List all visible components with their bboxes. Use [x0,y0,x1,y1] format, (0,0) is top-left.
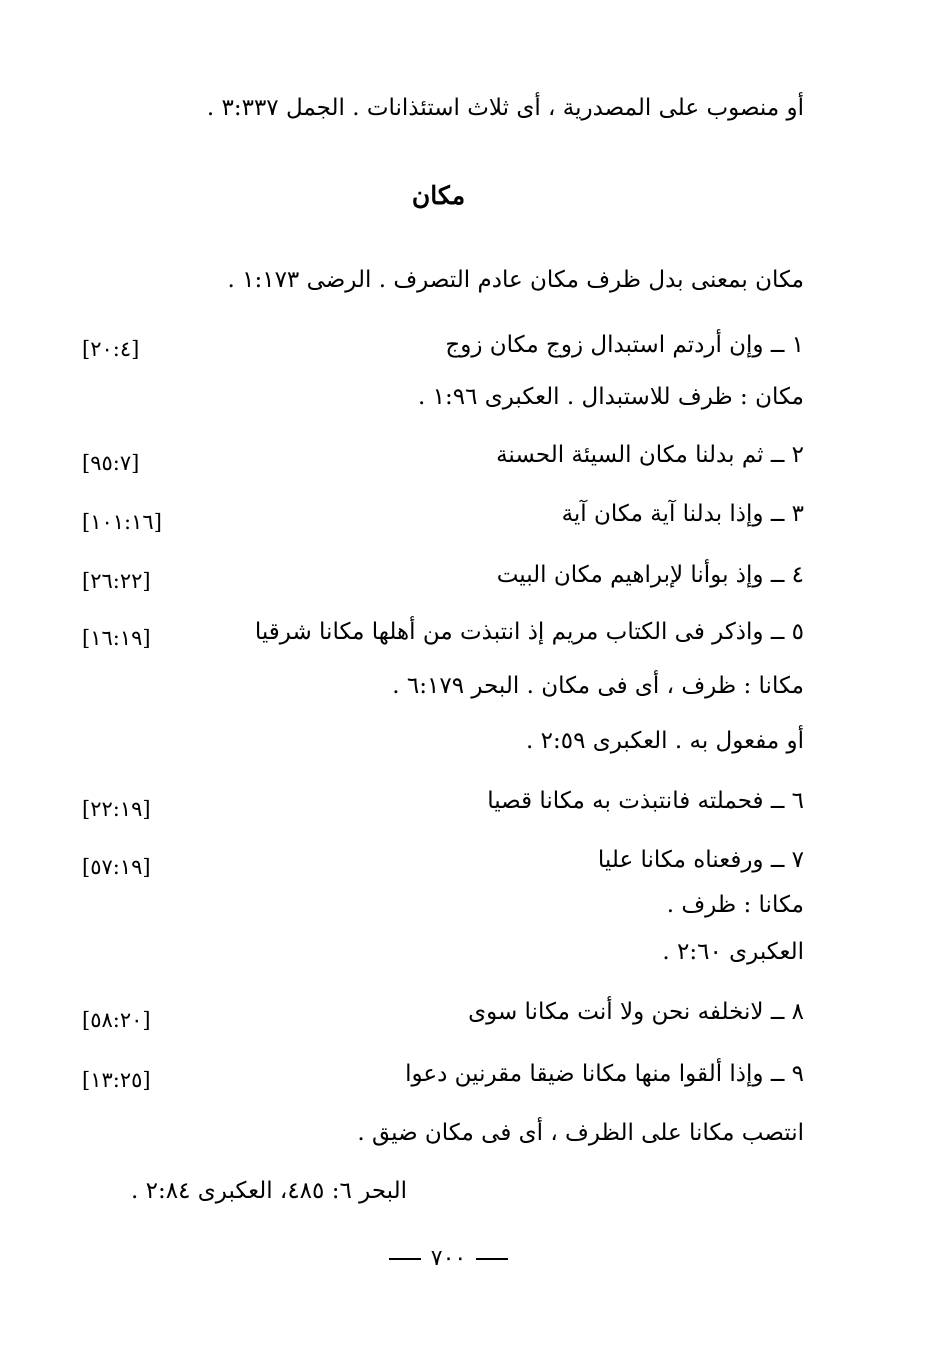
verse-line: ٥ ــ واذكر فى الكتاب مريم إذ انتبذت من أهلها مكانا شرقيا [254,619,804,645]
text-line: مكان بمعنى بدل ظرف مكان عادم التصرف . الرضى ١:١٧٣ . [227,267,804,293]
text-line: مكان : ظرف للاستبدال . العكبرى ١:٩٦ . [417,384,804,410]
verse-reference: [١٣:٢٥] [82,1068,151,1092]
verse-line: ٨ ــ لانخلفه نحن ولا أنت مكانا سوى [468,999,804,1025]
verse-reference: [٢٠:٤] [82,337,140,361]
verse-reference: [٢٢:١٩] [82,797,151,821]
verse-reference: [١٠١:١٦] [82,510,162,534]
verse-line: ٤ ــ وإذ بوأنا لإبراهيم مكان البيت [496,562,804,588]
text-line: البحر ٦: ٤٨٥، العكبرى ٢:٨٤ . [131,1178,407,1204]
verse-line: ٦ ــ فحملته فانتبذت به مكانا قصيا [487,788,804,814]
verse-line: ٣ ــ وإذا بدلنا آية مكان آية [561,501,804,527]
verse-line: ٢ ــ ثم بدلنا مكان السيئة الحسنة [496,442,804,468]
text-line: أو مفعول به . العكبرى ٢:٥٩ . [525,728,804,754]
verse-reference: [٢٦:٢٢] [82,569,151,593]
text-line: مكانا : ظرف . [666,892,804,918]
verse-line: ١ ــ وإن أردتم استبدال زوج مكان زوج [445,332,804,358]
verse-reference: [٩٥:٧] [82,451,140,475]
text-line: العكبرى ٢:٦٠ . [662,939,804,965]
verse-reference: [١٦:١٩] [82,626,151,650]
verse-line: ٧ ــ ورفعناه مكانا عليا [597,847,804,873]
text-line: مكانا : ظرف ، أى فى مكان . البحر ٦:١٧٩ . [392,673,804,699]
verse-line: ٩ ــ وإذا ألقوا منها مكانا ضيقا مقرنين دعوا [405,1061,804,1087]
page-number-text: ٧٠٠ [430,1246,467,1271]
section-heading: مكان [411,181,466,210]
verse-reference: [٥٧:١٩] [82,855,151,879]
text-line: أو منصوب على المصدرية ، أى ثلاث استئذانات . الجمل ٣:٣٣٧ . [206,95,804,121]
text-line: انتصب مكانا على الظرف ، أى فى مكان ضيق . [357,1120,804,1146]
page-number [0,1244,897,1274]
verse-reference: [٥٨:٢٠] [82,1008,151,1032]
